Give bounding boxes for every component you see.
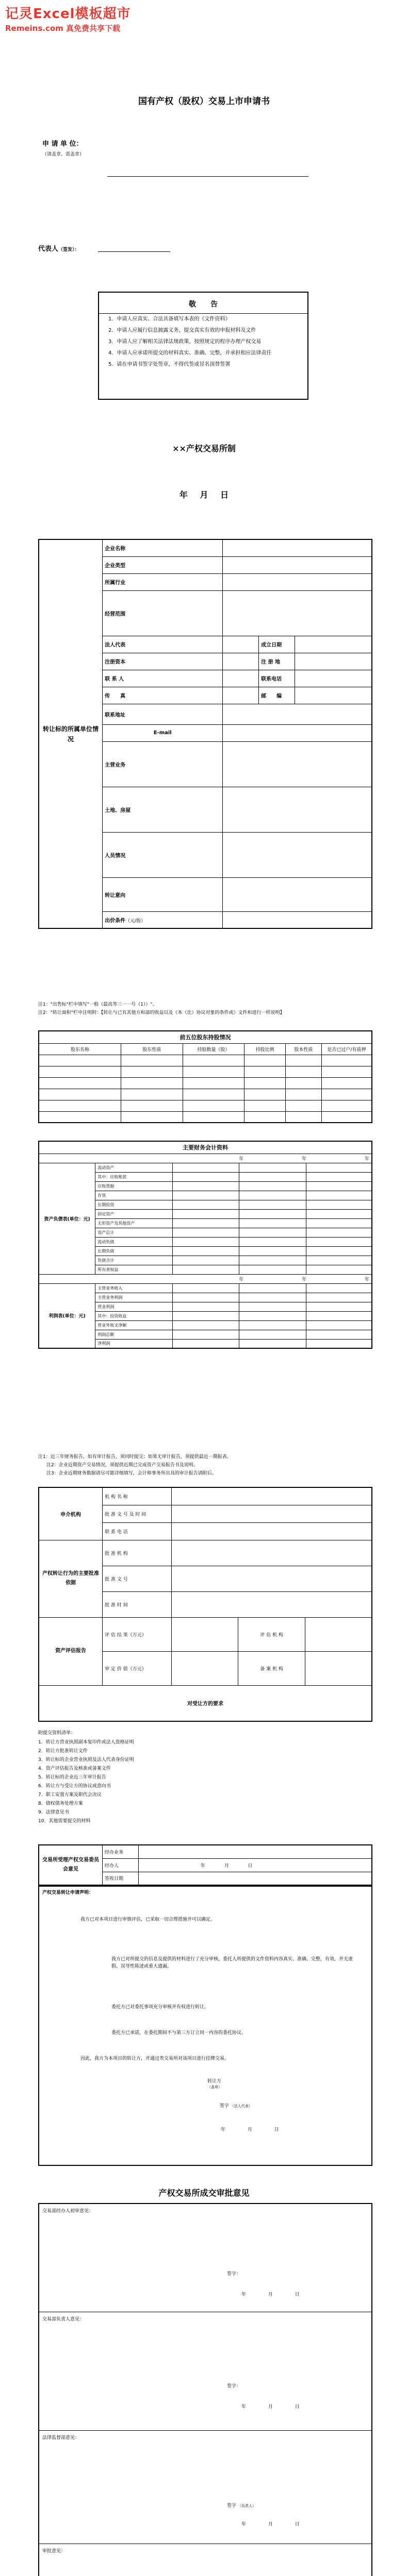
finance-value[interactable]: [172, 1191, 239, 1200]
field-value[interactable]: [223, 556, 372, 573]
finance-item-label: 净利润: [95, 1339, 173, 1348]
item-label: 批 准 文 号: [103, 1566, 172, 1591]
attachment-item: 3．转让标的企业营业执照及法人代表身份证明: [38, 1757, 134, 1762]
attachment-item: 8．债权债务处理方案: [38, 1801, 83, 1806]
commitment-para: 因此，我方为本项目的转让方，并通过贵交易所对该项目进行挂牌交易。: [80, 2056, 230, 2061]
finance-value[interactable]: [172, 1181, 239, 1191]
rep-sign: 签字 （法人代表）: [220, 2104, 252, 2109]
row-label: 申介机构: [39, 1487, 103, 1540]
finance-note: 注3：企业近期财务数据请尽可能详细填写，会计师事务所出具的审计报告请附后。: [46, 1471, 217, 1476]
field-label: 主营业务: [103, 741, 223, 787]
field-label: 联系地址: [103, 704, 223, 724]
finance-value[interactable]: [306, 1200, 372, 1209]
finance-value[interactable]: [239, 1302, 306, 1311]
finance-value[interactable]: [172, 1265, 239, 1274]
finance-value[interactable]: [172, 1339, 239, 1348]
field-value[interactable]: [295, 636, 372, 653]
item-value[interactable]: [171, 1566, 372, 1591]
shareholder-cell[interactable]: [285, 1111, 321, 1123]
finance-value[interactable]: [239, 1283, 306, 1293]
field-value[interactable]: [223, 911, 372, 928]
finance-value[interactable]: [306, 1237, 372, 1246]
commitment-para: 我方已对所提交的信息及提供的材料进行了充分审核，委托人所提供的文件资料内容真实、准确、完整，有效，并无虚假、误导性陈述或重大遗漏。: [111, 1957, 353, 1969]
finance-title: 主要财务会计资料: [39, 1141, 372, 1154]
finance-block-label: 利润表(单位：元): [39, 1283, 95, 1348]
item-value[interactable]: [171, 1522, 372, 1540]
transferor-table: [38, 539, 372, 929]
shareholder-cell[interactable]: [39, 1077, 121, 1089]
finance-value[interactable]: [306, 1339, 372, 1348]
document-title: 国有产权（股权）交易上市申请书: [138, 96, 270, 107]
shareholder-cell[interactable]: [244, 1100, 286, 1111]
finance-item-label: 营业利润: [95, 1302, 173, 1311]
shareholder-row: [39, 1055, 372, 1066]
finance-item-label: 主营业务利润: [95, 1293, 173, 1302]
transferor-sign: 转让方: [207, 2079, 222, 2084]
finance-value[interactable]: [172, 1163, 239, 1172]
approval-section[interactable]: [39, 2204, 371, 2312]
approval-date: 年 月 日: [241, 2292, 300, 2297]
finance-item-label: 存货: [95, 1191, 173, 1200]
finance-value[interactable]: [239, 1320, 306, 1330]
finance-value[interactable]: [239, 1339, 306, 1348]
item-label: 评 估 结 果（万元）: [103, 1617, 172, 1651]
field-label: 法人代表: [103, 636, 223, 653]
item-value[interactable]: [305, 1617, 372, 1651]
finance-value[interactable]: [306, 1181, 372, 1191]
shareholder-cell[interactable]: [321, 1066, 372, 1077]
rep-label: 代表人（签发）：: [38, 245, 79, 253]
approval-label: 交易部负责人意见：: [42, 2317, 85, 2322]
attachment-item: 10．其他需要提交的材料: [38, 1819, 91, 1824]
shareholder-cell[interactable]: [321, 1055, 372, 1066]
finance-value[interactable]: [306, 1172, 372, 1181]
item-label: 机 构 名 称: [103, 1487, 172, 1505]
finance-item-label: 主营业务收入: [95, 1283, 173, 1293]
finance-table: [38, 1141, 372, 1349]
finance-value[interactable]: [172, 1172, 239, 1181]
notice-item: 4．申请人应承诺所提交的材料真实、准确、完整，并承担相应法律责任: [108, 350, 272, 356]
field-label: 所属行业: [103, 573, 223, 590]
finance-value[interactable]: [172, 1228, 239, 1237]
shareholders-table: [38, 1030, 372, 1123]
finance-value[interactable]: [239, 1256, 306, 1265]
field-label: 企业类型: [103, 556, 223, 573]
finance-value[interactable]: [239, 1218, 306, 1228]
footnote: 注2："转让面积"栏中注明附：【转让与已有其他方和部的收益以及《本（比）协议对象的条件或》文件和进行一样说明】: [38, 1010, 285, 1015]
attachment-item: 2．转让方批准转让文件: [38, 1749, 88, 1754]
sign-row-label: 经办人: [103, 1858, 139, 1872]
finance-value[interactable]: [239, 1200, 306, 1209]
col-header: 是否已过户/有质押: [321, 1043, 372, 1055]
finance-value[interactable]: [306, 1256, 372, 1265]
finance-value[interactable]: [172, 1293, 239, 1302]
field-label: 人员情况: [103, 832, 223, 877]
shareholder-cell[interactable]: [39, 1066, 121, 1077]
field-value[interactable]: [223, 653, 259, 670]
attachments-header: 附提交资料清单：: [38, 1731, 76, 1736]
notice-item: 2．申请人应履行信息披露义务，提交真实有效的申报材料及文件: [108, 328, 256, 333]
finance-value[interactable]: [306, 1265, 372, 1274]
attachment-item: 4．资产评估报告及核准或备案文件: [38, 1766, 111, 1771]
shareholder-cell[interactable]: [244, 1077, 286, 1089]
finance-value[interactable]: [172, 1330, 239, 1339]
year-header: 年 年 年: [39, 1154, 372, 1163]
shareholder-row: [39, 1077, 372, 1089]
shareholder-cell[interactable]: [39, 1111, 121, 1123]
finance-note: 注1：近三年财务报告，如有审计报告，须同时提交；如果无审计报告，须提供最近一期报表。: [38, 1454, 232, 1460]
item-label: 评 估 机 构: [238, 1617, 305, 1651]
finance-value[interactable]: [306, 1228, 372, 1237]
finance-value[interactable]: [306, 1246, 372, 1256]
approval-date: 年 月 日: [241, 2404, 300, 2410]
col-header: 持股数量（股）: [183, 1043, 244, 1055]
col-header: 持股比例: [244, 1043, 286, 1055]
approval-section[interactable]: [39, 2312, 371, 2431]
shareholder-cell[interactable]: [183, 1055, 244, 1066]
notice-box: [98, 292, 308, 400]
field-label: 成立日期: [259, 636, 295, 653]
field-label: 联 系 人: [103, 670, 223, 687]
finance-value[interactable]: [172, 1256, 239, 1265]
approval-section[interactable]: [39, 2544, 371, 2576]
approval-date: 年 月 日: [241, 2522, 300, 2527]
shareholder-cell[interactable]: [285, 1077, 321, 1089]
approval-sign: 签字 （负责人）: [227, 2503, 256, 2509]
shareholder-cell[interactable]: [183, 1111, 244, 1123]
shareholder-cell[interactable]: [121, 1111, 183, 1123]
field-label: 邮 编: [259, 687, 295, 704]
shareholder-row: [39, 1066, 372, 1077]
sign-row-label: 经办业务: [103, 1845, 139, 1858]
approval-label: 交易部经办人初审意见：: [42, 2209, 94, 2214]
commitment-para: 委托方已承诺，在委托期间不与第三方订立同一内容的委托协议。: [111, 2030, 247, 2036]
approval-label: 法律监督部意见：: [42, 2435, 80, 2441]
shareholders-title: 前五位股东持股情况: [39, 1031, 372, 1043]
row-label: 对受让方的要求: [39, 1685, 372, 1721]
finance-item-label: 长期负债: [95, 1246, 173, 1256]
finance-item-label: 其中：投资收益: [95, 1311, 173, 1320]
field-value[interactable]: [223, 687, 259, 704]
sign-row-value[interactable]: 年 月 日: [138, 1858, 372, 1872]
field-label: 注册资本: [103, 653, 223, 670]
shareholder-cell[interactable]: [321, 1111, 372, 1123]
finance-value[interactable]: [172, 1302, 239, 1311]
year-header: 年 年 年: [39, 1274, 372, 1283]
finance-value[interactable]: [172, 1237, 239, 1246]
finance-value[interactable]: [172, 1209, 239, 1218]
attachments-list: [38, 1738, 373, 1826]
finance-value[interactable]: [239, 1246, 306, 1256]
finance-item-label: 长期投资: [95, 1200, 173, 1209]
commitment-box: [38, 1886, 372, 2166]
finance-value[interactable]: [172, 1311, 239, 1320]
finance-value[interactable]: [172, 1320, 239, 1330]
issuer-name: ××产权交易所制: [172, 444, 236, 453]
field-label: 转让意向: [103, 877, 223, 911]
brand-subtitle: Remeins.com 真免费共享下载: [5, 24, 121, 33]
attachment-item: 6．转让方与受让方的协议或意向书: [38, 1784, 111, 1789]
finance-item-label: 资产总计: [95, 1228, 173, 1237]
transferor-section-label: 转让标的所属单位情况: [39, 539, 103, 928]
finance-item-label: 负债合计: [95, 1256, 173, 1265]
shareholder-cell[interactable]: [285, 1100, 321, 1111]
item-label: 联 系 电 话: [103, 1522, 172, 1540]
approval-title: 产权交易所成交审批意见: [158, 2188, 250, 2198]
finance-value[interactable]: [306, 1191, 372, 1200]
rep-line[interactable]: [98, 251, 170, 252]
finance-value[interactable]: [239, 1181, 306, 1191]
attachment-item: 9．法律意见书: [38, 1810, 69, 1815]
shareholder-cell[interactable]: [321, 1089, 372, 1100]
field-value[interactable]: [223, 670, 259, 687]
finance-value[interactable]: [306, 1311, 372, 1320]
notice-title: 敬 告: [189, 300, 218, 309]
finance-value[interactable]: [239, 1293, 306, 1302]
finance-value[interactable]: [239, 1265, 306, 1274]
finance-value[interactable]: [172, 1283, 239, 1293]
field-label: 土地、房屋: [103, 787, 223, 832]
commitment-header: 产权交易转让申请声明：: [42, 1890, 94, 1895]
footnote: 注1："出售标"栏中填写"一般（最高等三一一号（1））"。: [38, 1002, 157, 1007]
shareholder-cell[interactable]: [39, 1089, 121, 1100]
commitment-para: 委托方已对委托事项充分审核并有权进行转让。: [111, 2005, 209, 2010]
shareholder-row: [39, 1111, 372, 1123]
sign-row-label: 签收日期: [103, 1872, 139, 1885]
finance-value[interactable]: [239, 1163, 306, 1172]
item-label: 批 准 文 号 及 时 间: [103, 1505, 172, 1522]
shareholder-cell[interactable]: [39, 1055, 121, 1066]
applicant-note: （请盖章、需盖章）: [42, 152, 85, 157]
field-value[interactable]: [223, 741, 372, 787]
row-label: 产权转让行为的主要批准依据: [39, 1540, 103, 1617]
sign-table-label: 交易所受理产权交易委员会意见: [39, 1845, 103, 1885]
finance-value[interactable]: [306, 1283, 372, 1293]
finance-item-label: 无形资产及其他资产: [95, 1218, 173, 1228]
item-value[interactable]: [171, 1651, 238, 1685]
finance-value[interactable]: [239, 1311, 306, 1320]
finance-value[interactable]: [306, 1293, 372, 1302]
finance-value[interactable]: [239, 1209, 306, 1218]
col-header: 股东性质: [121, 1043, 183, 1055]
shareholder-cell[interactable]: [121, 1077, 183, 1089]
attachment-item: 5．转让标的企业近三年审计报告: [38, 1775, 106, 1780]
finance-item-label: 流动负债: [95, 1237, 173, 1246]
finance-value[interactable]: [239, 1237, 306, 1246]
finance-row: [39, 1283, 372, 1293]
shareholder-cell[interactable]: [285, 1089, 321, 1100]
item-value[interactable]: [171, 1591, 372, 1617]
cover-date: 年 月 日: [179, 490, 229, 500]
shareholder-row: [39, 1100, 372, 1111]
finance-value[interactable]: [239, 1191, 306, 1200]
finance-value[interactable]: [306, 1209, 372, 1218]
finance-value[interactable]: [306, 1218, 372, 1228]
field-value[interactable]: [223, 636, 259, 653]
shareholder-cell[interactable]: [183, 1066, 244, 1077]
finance-value[interactable]: [172, 1218, 239, 1228]
shareholder-cell[interactable]: [244, 1055, 286, 1066]
shareholder-cell[interactable]: [183, 1100, 244, 1111]
item-value[interactable]: [171, 1505, 372, 1522]
applicant-label: 申 请 单 位：: [42, 140, 83, 148]
item-value[interactable]: [171, 1487, 372, 1505]
commitment-para: 我方已对本项目进行审慎评估，已采取一切合理措施并可以确定。: [80, 1917, 216, 1922]
finance-item-label: 营业外收支净额: [95, 1320, 173, 1330]
shareholder-cell[interactable]: [39, 1100, 121, 1111]
shareholder-cell[interactable]: [244, 1089, 286, 1100]
approval-label: 审批意见：: [42, 2549, 66, 2554]
notice-item: 1．申请人应真实、合法具备填写本表的《文件资料》: [108, 316, 231, 322]
shareholder-cell[interactable]: [285, 1055, 321, 1066]
shareholder-cell[interactable]: [321, 1100, 372, 1111]
finance-block-label: 资产负债表(单位：元): [39, 1163, 95, 1274]
finance-item-label: 流动资产: [95, 1163, 173, 1172]
finance-value[interactable]: [306, 1163, 372, 1172]
commitment-date: 年 月 日: [221, 2127, 279, 2132]
field-label: 经营范围: [103, 590, 223, 636]
shareholder-row: [39, 1089, 372, 1100]
finance-value[interactable]: [306, 1330, 372, 1339]
approval-sign: 签字：: [227, 2272, 241, 2277]
shareholder-cell[interactable]: [183, 1077, 244, 1089]
finance-value[interactable]: [239, 1330, 306, 1339]
field-label: 出价条件（元/股）: [103, 911, 223, 928]
finance-item-label: 应收票据: [95, 1181, 173, 1191]
approval-section[interactable]: [39, 2431, 371, 2544]
field-value[interactable]: [223, 704, 372, 724]
item-label: 审 定 价 值（万元）: [103, 1651, 172, 1685]
field-value[interactable]: [223, 573, 372, 590]
item-value[interactable]: [305, 1651, 372, 1685]
sign-row-value[interactable]: [138, 1872, 372, 1885]
item-value[interactable]: [171, 1617, 238, 1651]
field-value[interactable]: [223, 787, 372, 832]
applicant-line[interactable]: [107, 176, 308, 177]
approval-box: [38, 2203, 372, 2576]
item-label: 批 准 机 构: [103, 1540, 172, 1566]
field-label: 传 真: [103, 687, 223, 704]
col-header: 股东名称: [39, 1043, 121, 1055]
notice-item: 5．请在申请书签字处签章，不得代签或冒名顶替签署: [108, 362, 231, 367]
finance-value[interactable]: [172, 1200, 239, 1209]
shareholder-cell[interactable]: [121, 1066, 183, 1077]
finance-item-label: 固定资产: [95, 1209, 173, 1218]
shareholder-cell[interactable]: [121, 1100, 183, 1111]
shareholder-cell[interactable]: [321, 1077, 372, 1089]
finance-value[interactable]: [306, 1302, 372, 1311]
shareholder-cell[interactable]: [121, 1055, 183, 1066]
transferor-sign-note: （盖章）: [207, 2085, 222, 2089]
approval-sign: 签字：: [227, 2384, 241, 2389]
field-value[interactable]: [223, 724, 372, 741]
field-value[interactable]: [223, 539, 372, 556]
sign-table: [38, 1844, 372, 1886]
field-value[interactable]: [223, 877, 372, 911]
shareholder-cell[interactable]: [285, 1066, 321, 1077]
field-value[interactable]: [223, 832, 372, 877]
attachment-item: 7．职工安置方案及职代会决议: [38, 1792, 102, 1798]
field-label: 联系电话: [259, 670, 295, 687]
item-label: 备 案 机 构: [238, 1651, 305, 1685]
finance-item-label: 所有者权益: [95, 1265, 173, 1274]
item-label: 批 准 时 间: [103, 1591, 172, 1617]
brand-title: 记灵Excel模板超市: [5, 6, 131, 22]
col-header: 股本性质: [285, 1043, 321, 1055]
intermediary-table: [38, 1487, 372, 1722]
item-value[interactable]: [171, 1540, 372, 1566]
field-label: E-mail: [103, 724, 223, 741]
shareholder-cell[interactable]: [121, 1089, 183, 1100]
finance-item-label: 其中：应收账款: [95, 1172, 173, 1181]
finance-note: 注2：企业近期资产交易情况，须提供近期已完成资产交易报告书及说明。: [46, 1463, 198, 1468]
finance-row: [39, 1163, 372, 1172]
shareholder-cell[interactable]: [183, 1089, 244, 1100]
shareholder-cell[interactable]: [244, 1066, 286, 1077]
row-label: 资产评估报告: [39, 1617, 103, 1685]
attachment-item: 1．转让方营业执照副本复印件或法人资格证明: [38, 1740, 134, 1745]
finance-item-label: 利润总额: [95, 1330, 173, 1339]
field-value[interactable]: [295, 687, 372, 704]
field-value[interactable]: [223, 590, 372, 636]
field-value[interactable]: [295, 670, 372, 687]
finance-value[interactable]: [172, 1246, 239, 1256]
sign-row-value[interactable]: [138, 1845, 372, 1858]
field-value[interactable]: [295, 653, 372, 670]
notice-item: 3．申请人应了解相关法律法规政策，按照规定的程序办理产权交易: [108, 339, 262, 345]
field-label: 注 册 地: [259, 653, 295, 670]
finance-value[interactable]: [239, 1228, 306, 1237]
finance-value[interactable]: [239, 1172, 306, 1181]
field-label: 企业名称: [103, 539, 223, 556]
shareholder-cell[interactable]: [244, 1111, 286, 1123]
finance-value[interactable]: [306, 1320, 372, 1330]
